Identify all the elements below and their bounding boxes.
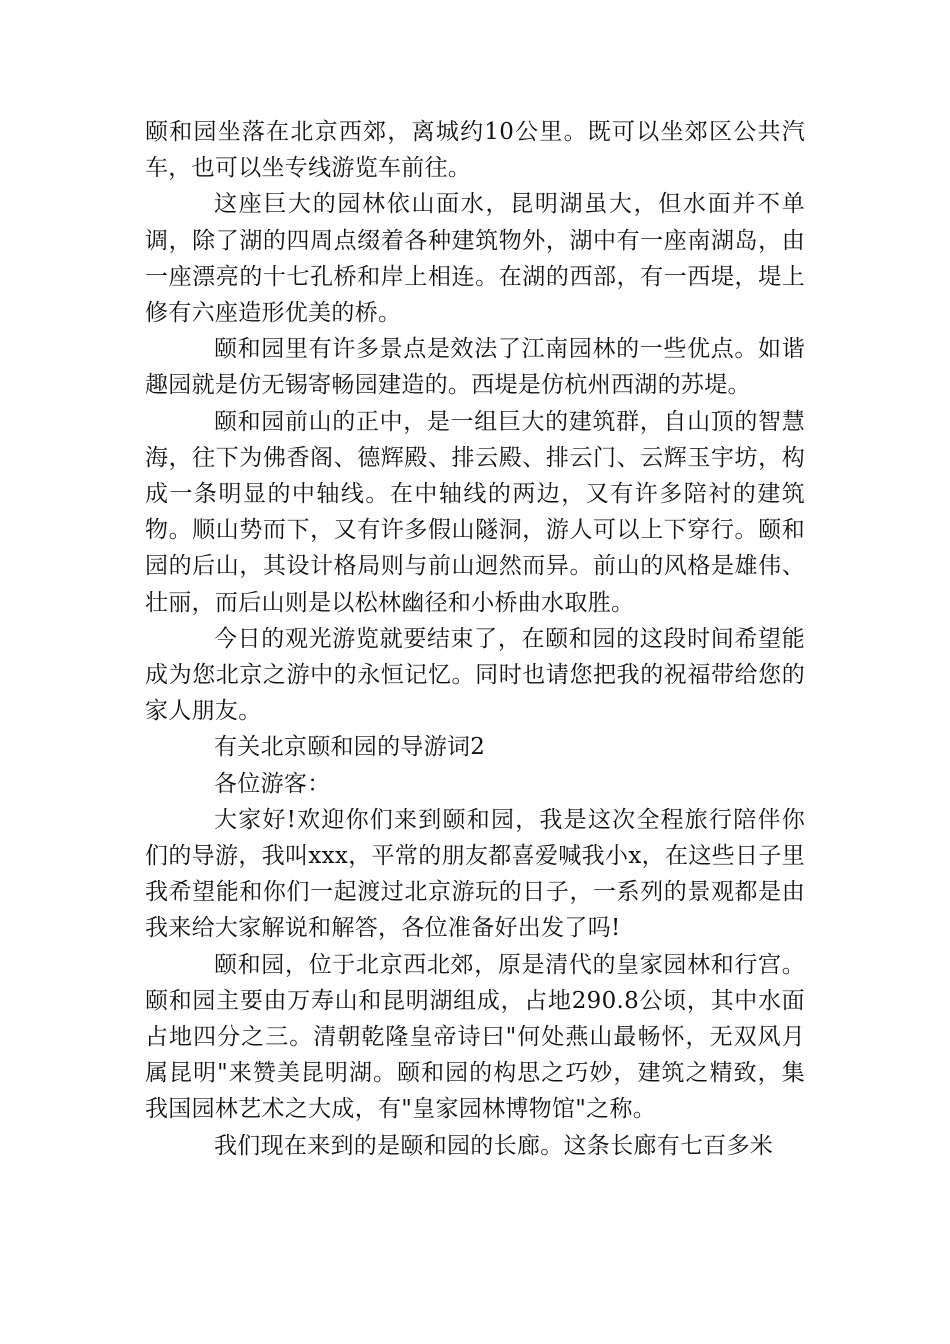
document-page [145, 114, 805, 1164]
paragraph-intro-location: 颐和园坐落在北京西郊，离城约10公里。既可以坐郊区公共汽车，也可以坐专线游览车前往。 [145, 119, 805, 182]
paragraph-welcome: 大家好!欢迎你们来到颐和园，我是这次全程旅行陪伴你们的导游，我叫xxx，平常的朋友都喜爱喊我小x，在这些日子里我希望能和你们一起渡过北京游玩的日子，一系列的景观都是由我来给大家解说和解答，各位准备好出发了吗! [145, 806, 805, 942]
paragraph-summer-palace-intro: 颐和园，位于北京西北郊，原是清代的皇家园林和行宫。颐和园主要由万寿山和昆明湖组成，占地290.8公顷，其中水面占地四分之三。清朝乾隆皇帝诗曰"何处燕山最畅怀，无双风月属昆明"来赞美昆明湖。颐和园的构思之巧妙，建筑之精致，集我国园林艺术之大成，有"皇家园林博物馆"之称。 [145, 951, 805, 1123]
paragraph-kunming-lake: 这座巨大的园林依山面水，昆明湖虽大，但水面并不单调，除了湖的四周点缀着各种建筑物外，湖中有一座南湖岛，由一座漂亮的十七孔桥和岸上相连。在湖的西部，有一西堤，堤上修有六座造形优美的桥。 [145, 191, 805, 327]
paragraph-front-hill: 颐和园前山的正中，是一组巨大的建筑群，自山顶的智慧海，往下为佛香阁、德辉殿、排云殿、排云门、云辉玉宇坊，构成一条明显的中轴线。在中轴线的两边，又有许多陪衬的建筑物。顺山势而下，又有许多假山隧洞，游人可以上下穿行。颐和园的后山，其设计格局则与前山迥然而异。前山的风格是雄伟、壮丽，而后山则是以松林幽径和小桥曲水取胜。 [145, 408, 805, 616]
paragraph-long-corridor: 我们现在来到的是颐和园的长廊。这条长廊有七百多米 [214, 1132, 774, 1159]
greeting-line: 各位游客： [214, 770, 331, 797]
section-heading: 有关北京颐和园的导游词2 [214, 734, 486, 761]
paragraph-jiangnan-style: 颐和园里有许多景点是效法了江南园林的一些优点。如谐趣园就是仿无锡寄畅园建造的。西堤是仿杭州西湖的苏堤。 [145, 336, 805, 399]
paragraph-farewell: 今日的观光游览就要结束了，在颐和园的这段时间希望能成为您北京之游中的永恒记忆。同时也请您把我的祝福带给您的家人朋友。 [145, 625, 805, 725]
